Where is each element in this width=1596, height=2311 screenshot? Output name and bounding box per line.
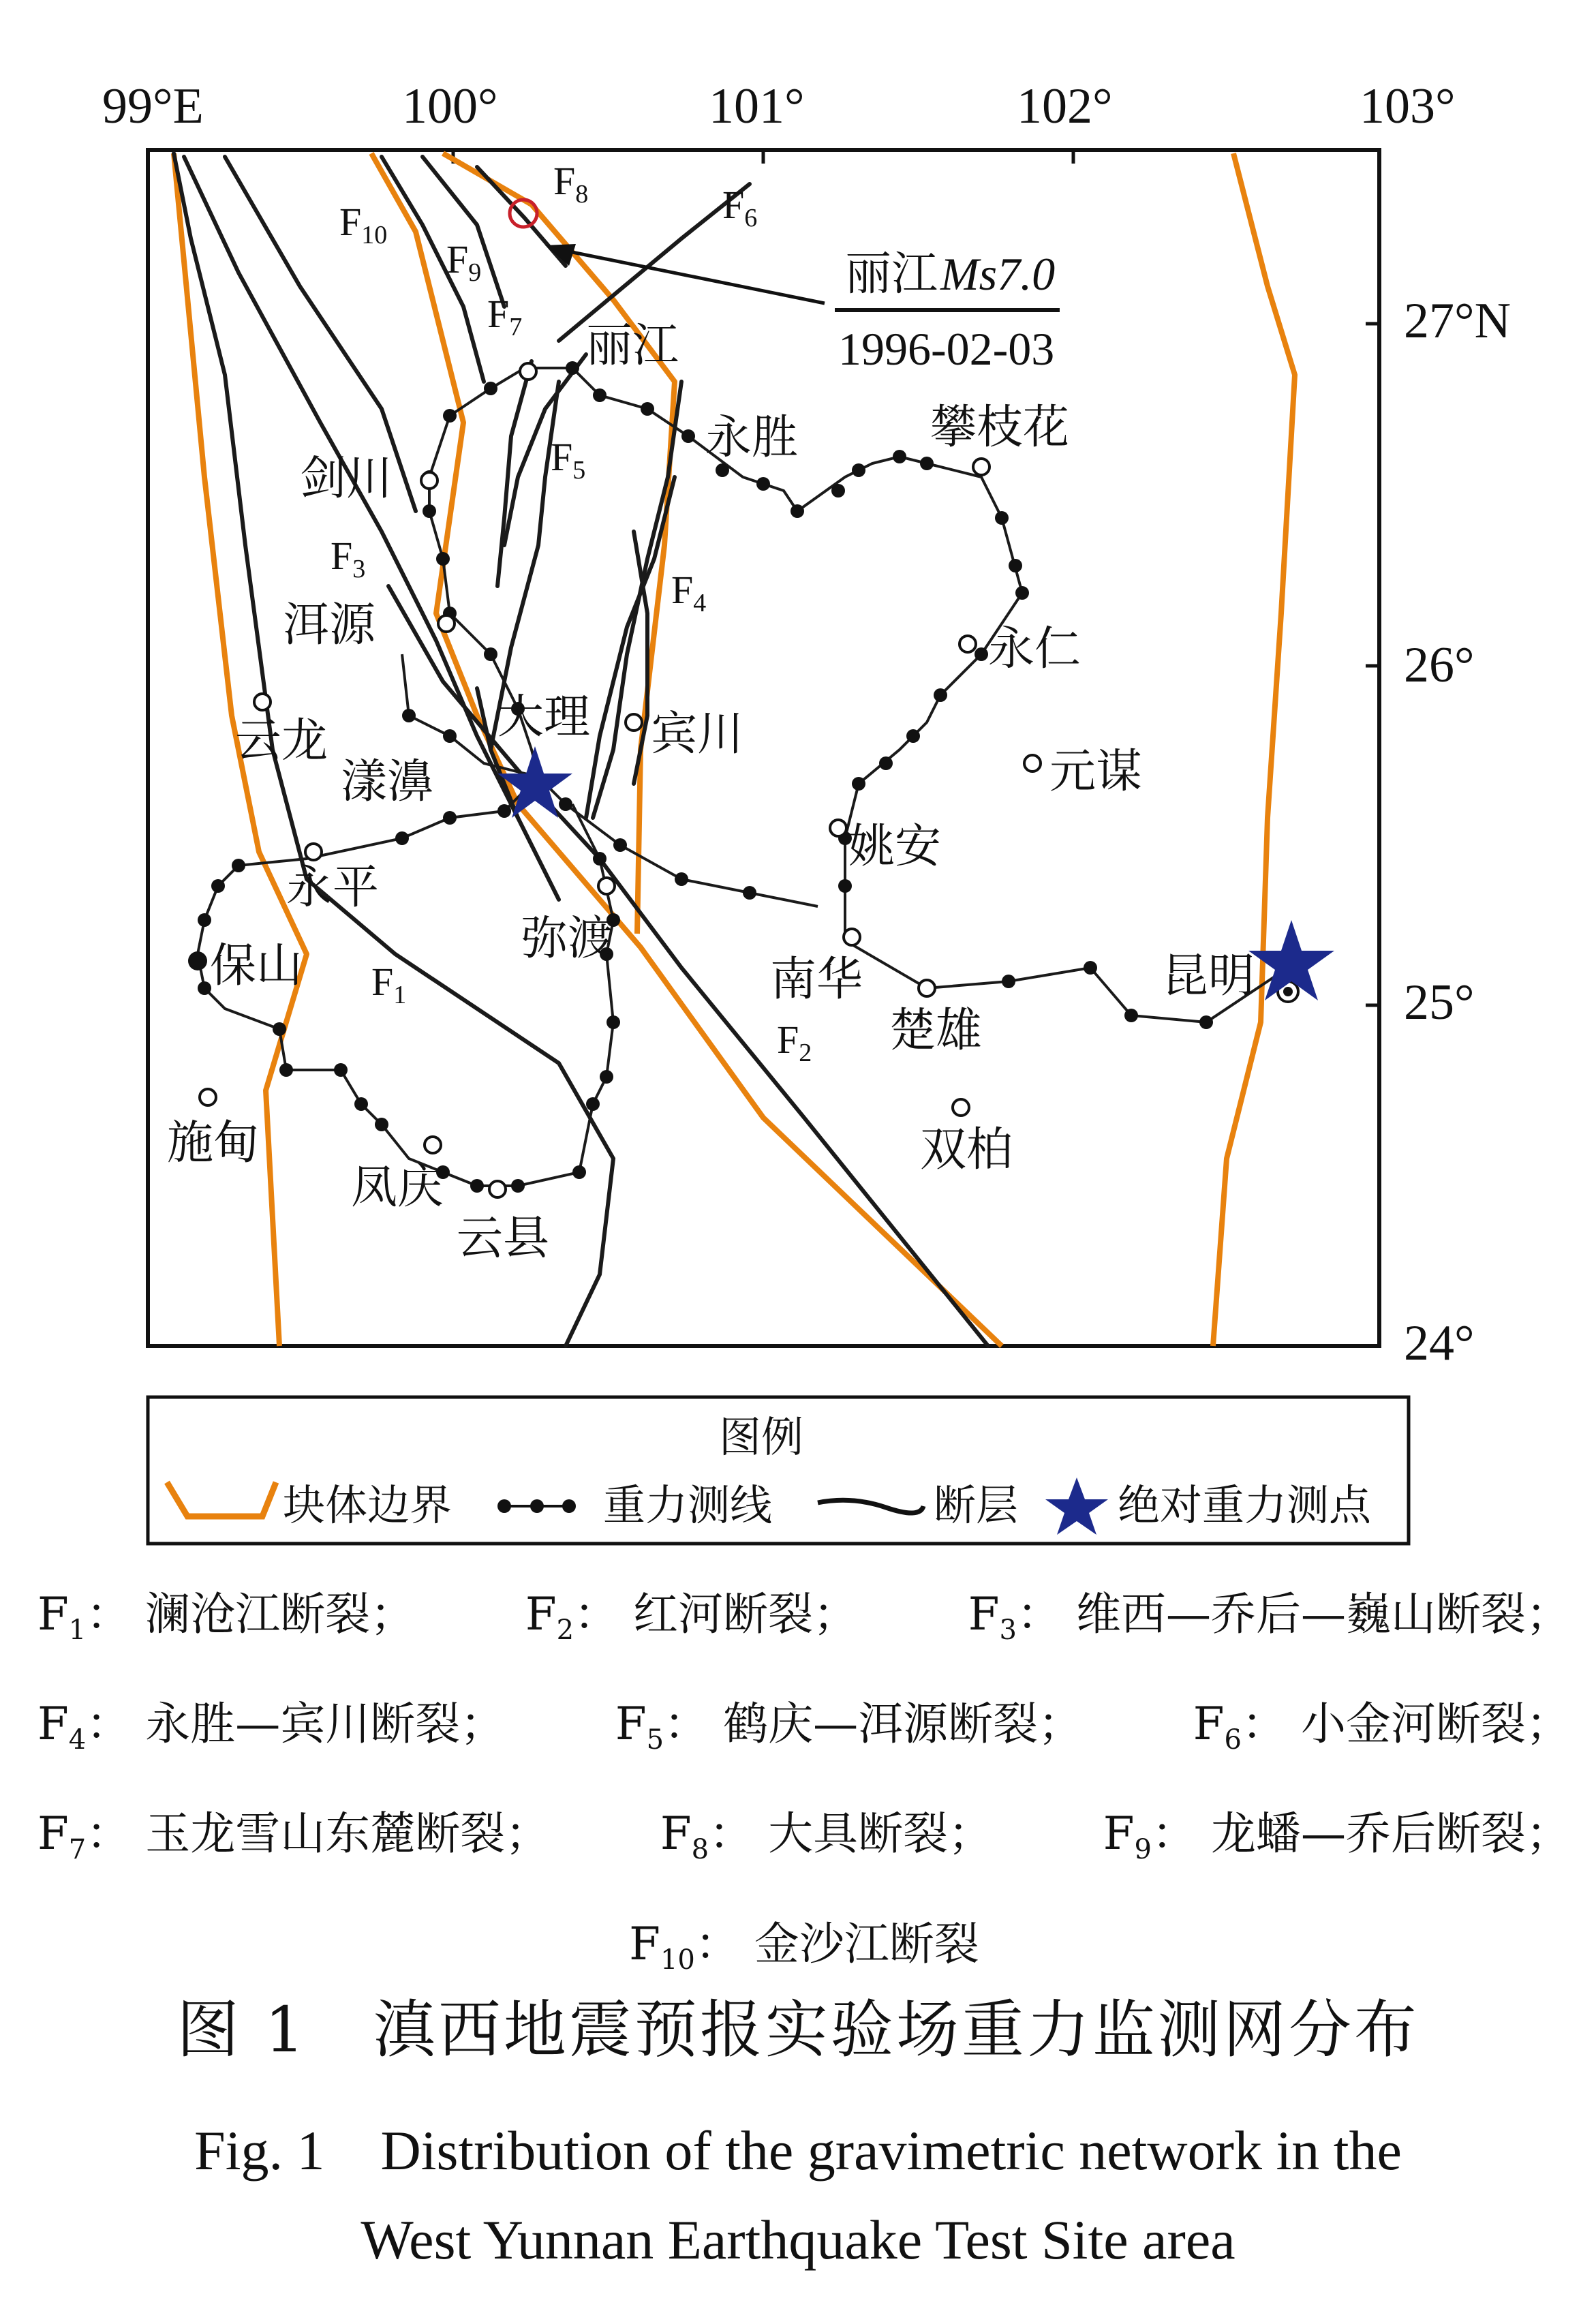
epicenter-marker: [510, 200, 537, 227]
place-yaoan: 姚安: [848, 821, 942, 872]
lat-25: 25°: [1404, 975, 1475, 1030]
label-f3: $F_3$: [331, 534, 366, 583]
legend-block-boundary-swatch: [167, 1482, 276, 1516]
place-midu: 弥渡: [521, 913, 615, 964]
place-yunlong: 云龙: [235, 715, 328, 767]
label-f9: $F_9$: [446, 237, 482, 287]
note-f5: $F_5$： 鹤庆—洱源断裂；: [615, 1698, 1084, 1756]
note-f10: $F_{10}$： 金沙江断裂: [629, 1917, 979, 1976]
epicenter-arrow: [545, 244, 825, 303]
place-yuanmou: 元谋: [1049, 746, 1143, 797]
legend-fault-swatch: [818, 1500, 923, 1513]
lon-102: 102°: [1017, 78, 1113, 134]
label-f6: $F_6$: [722, 183, 758, 232]
lon-101: 101°: [709, 78, 805, 134]
note-f3: $F_3$： 维西—乔后—巍山断裂；: [968, 1588, 1571, 1647]
place-yunxian: 云县: [457, 1212, 550, 1264]
top-axis: [102, 78, 1456, 134]
place-nanhua: 南华: [770, 953, 863, 1005]
note-f7: $F_7$： 玉龙雪山东麓断裂；: [37, 1807, 551, 1866]
caption-cn: 图 1 滇西地震预报实验场重力监测网分布: [177, 1993, 1419, 2066]
note-f8: $F_8$： 大具断裂；: [660, 1807, 994, 1866]
caption-en-line2: West Yunnan Earthquake Test Site area: [360, 2209, 1236, 2271]
legend-gravity-swatch: [497, 1499, 576, 1513]
place-eryuan: 洱源: [283, 599, 376, 651]
place-binchuan: 宾川: [651, 708, 744, 760]
legend-title: 图例: [719, 1412, 804, 1462]
lat-24: 24°: [1404, 1315, 1475, 1371]
label-f7: $F_7$: [487, 292, 523, 341]
quake-name: 丽江: [845, 248, 938, 300]
place-panzhihua: 攀枝花: [930, 401, 1070, 453]
place-chuxiong: 楚雄: [889, 1005, 983, 1056]
lon-99: 99°E: [102, 78, 204, 134]
lon-103: 103°: [1360, 78, 1456, 134]
earthquake-label: [835, 248, 1060, 375]
place-yongren: 永仁: [988, 623, 1081, 675]
lon-100: 100°: [402, 78, 498, 134]
label-f5: $F_5$: [551, 435, 586, 485]
label-f2: $F_2$: [777, 1017, 812, 1067]
place-baoshan: 保山: [210, 940, 303, 992]
label-f10: $F_{10}$: [339, 200, 388, 249]
legend-block-boundary: 块体边界: [283, 1480, 452, 1530]
note-f4: $F_4$： 永胜—宾川断裂；: [37, 1698, 506, 1756]
legend: [148, 1397, 1409, 1544]
note-f2: $F_2$： 红河断裂；: [525, 1588, 859, 1647]
place-lijiang: 丽江: [586, 320, 679, 371]
quake-magnitude: Ms7.0: [940, 248, 1056, 300]
legend-fault: 断层: [934, 1480, 1019, 1530]
legend-gravity-line: 重力测线: [603, 1480, 773, 1530]
right-axis: [1404, 293, 1511, 1371]
place-shuangbai: 双柏: [920, 1124, 1013, 1176]
label-f8: $F_8$: [553, 159, 589, 209]
map-frame: [148, 150, 1379, 1346]
caption-en-line1: Fig. 1 Distribution of the gravimetric network in the: [194, 2119, 1402, 2182]
place-fengqing: 凤庆: [351, 1161, 444, 1213]
place-shidian: 施甸: [167, 1117, 260, 1169]
place-yongping: 永平: [286, 861, 380, 913]
place-kunming: 昆明: [1162, 950, 1255, 1002]
place-yongsheng: 永胜: [705, 412, 799, 463]
lat-27: 27°N: [1404, 293, 1511, 349]
quake-date: 1996-02-03: [838, 323, 1055, 375]
note-f1: $F_1$： 澜沧江断裂；: [37, 1588, 416, 1647]
fault-notes: [37, 1567, 1571, 2007]
place-labels: [167, 320, 1255, 1264]
note-f6: $F_6$： 小金河断裂；: [1193, 1698, 1571, 1756]
place-jianchuan: 剑川: [300, 453, 393, 504]
legend-star-swatch: [1045, 1478, 1108, 1535]
legend-absolute-point: 绝对重力测点: [1118, 1480, 1372, 1530]
label-f1: $F_1$: [371, 960, 407, 1009]
label-f4: $F_4$: [671, 568, 707, 617]
note-f9: $F_9$： 龙蟠—乔后断裂；: [1103, 1807, 1571, 1866]
place-yangbi: 漾濞: [341, 756, 434, 808]
place-dali: 大理: [497, 691, 591, 743]
lat-26: 26°: [1404, 637, 1475, 693]
